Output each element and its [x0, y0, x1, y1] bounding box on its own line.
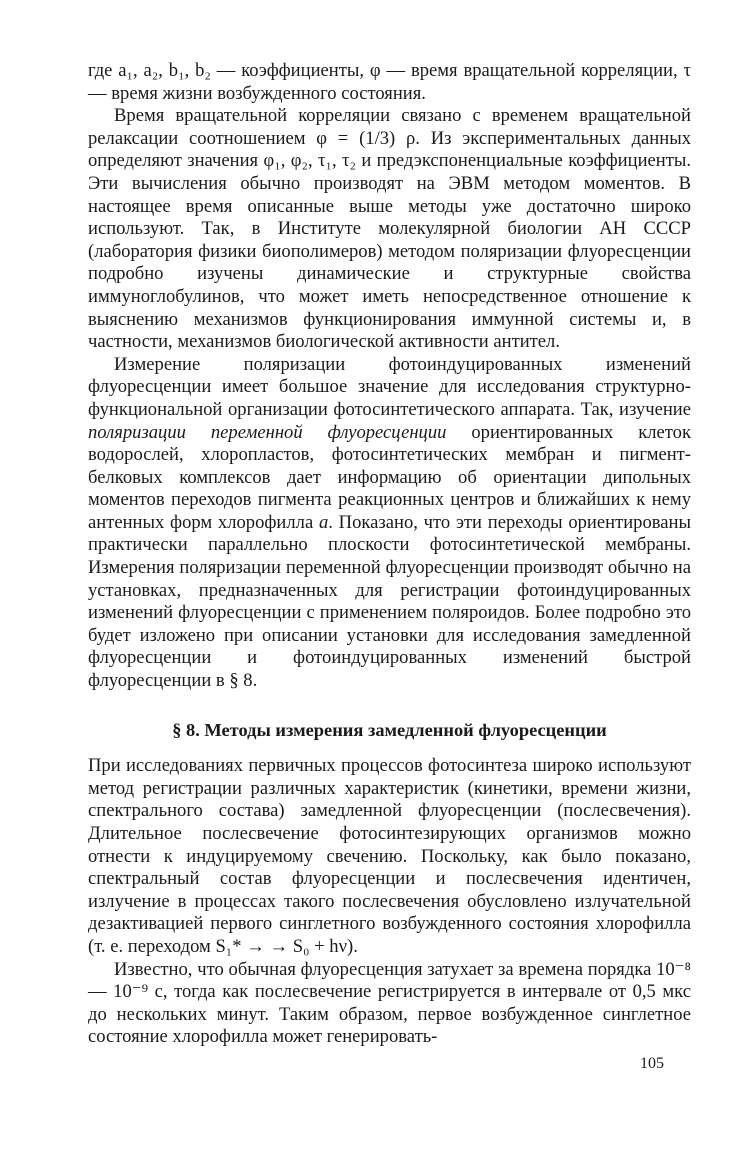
paragraph-1: где a₁, a₂, b₁, b₂ — коэффициенты, φ — время вращательной корреляции, τ — время жизни возбужденного состояния. — [88, 60, 691, 104]
paragraph-3-italic-a: a — [318, 511, 329, 533]
page-body — [88, 60, 691, 1049]
paragraph-5: Известно, что обычная флуоресценция затухает за времена порядка 10⁻⁸ — 10⁻⁹ с, тогда как послесвечение регистрируется в интервале от 0,5 мкс до нескольких минут. Таким образом, первое возбужденное синглетное состояние хлорофилла может генерировать- — [88, 958, 691, 1048]
paragraph-2: Время вращательной корреляции связано с временем вращательной релаксации соотношением φ = (1/3) ρ. Из экспериментальных данных определяют значения φ₁, φ₂, τ₁, τ₂ и предэкспоненциальные коэффициенты. Эти вычисления обычно производят на ЭВМ методом моментов. В настоящее время описанные выше методы уже достаточно широко используют. Так, в Институте молекулярной биологии АН СССР (лаборатория физики биополимеров) методом поляризации флуоресценции подробно изучены динамические и структурные свойства иммуноглобулинов, что может иметь непосредственное отношение к выяснению механизмов функционирования иммунной системы и, в частности, механизмов биологической активности антител. — [88, 105, 691, 353]
paragraph-3-end: . Показано, что эти переходы ориентированы практически параллельно плоскости фотосинтетической мембраны. Измерения поляризации переменной флуоресценции производят обычно на установках, предназначенных для регистрации фотоиндуцированных изменений флуоресценции с применением поляроидов. Более подробно это будет изложено при описании установки для исследования замедленной флуоресценции и фотоиндуцированных изменений быстрой флуоресценции в § 8. — [88, 511, 691, 692]
paragraph-3 — [88, 354, 691, 693]
paragraph-3-start: Измерение поляризации фотоиндуцированных изменений флуоресценции имеет большое значение для исследования структурно-функциональной организации фотосинтетического аппарата. Так, изучение — [88, 353, 691, 420]
paragraph-4: При исследованиях первичных процессов фотосинтеза широко используют метод регистрации различных характеристик (кинетики, времени жизни, спектрального состава) замедленной флуоресценции (послесвечения). Длительное послесвечение фотосинтезирующих организмов можно отнести к индуцируемому свечению. Поскольку, как было показано, спектральный состав флуоресценции и послесвечения идентичен, излучение в процессах такого послесвечения обусловлено излучательной дезактивацией первого синглетного возбужденного состояния хлорофилла (т. е. переходом S₁* → → S₀ + hν). — [88, 755, 691, 957]
paragraph-3-mid: ориентированных клеток водорослей, хлоропластов, фотосинтетических мембран и пигмент-белковых комплексов дает информацию об ориентации дипольных моментов переходов пигмента реакционных центров и ближайших к нему антенных форм хлорофилла — [88, 421, 691, 533]
paragraph-3-italic: поляризации переменной флуоресценции — [88, 421, 447, 443]
section-heading: § 8. Методы измерения замедленной флуоресценции — [172, 719, 607, 740]
page-number: 105 — [640, 1055, 664, 1072]
